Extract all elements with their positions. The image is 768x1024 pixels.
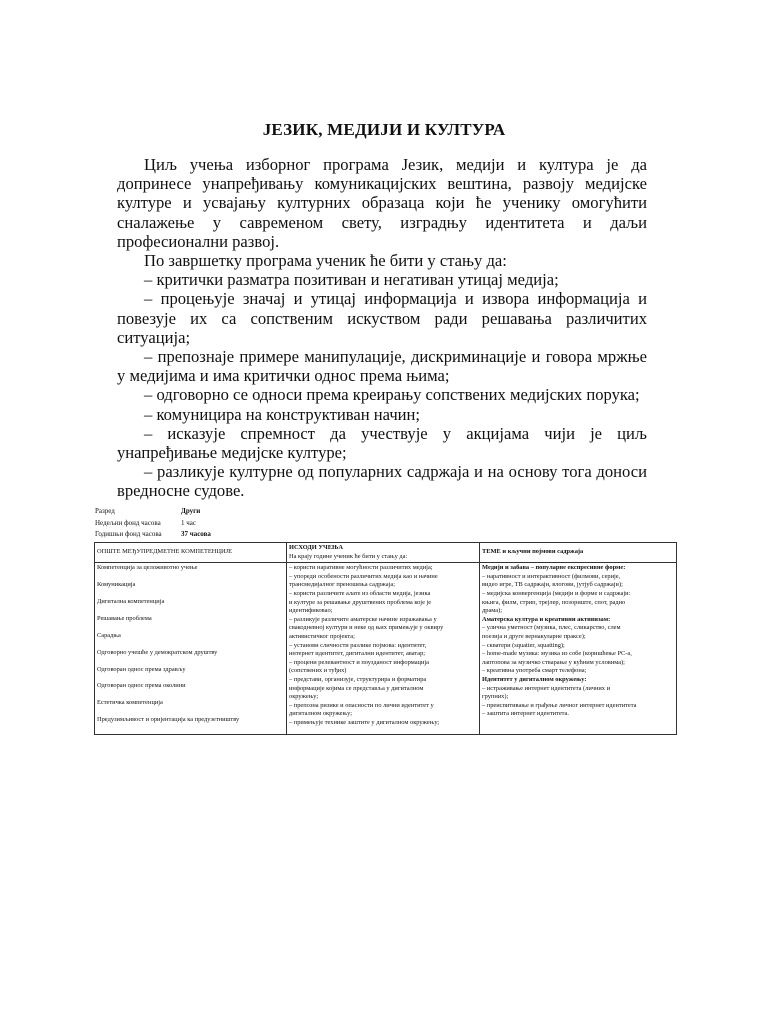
topic-line: групних); xyxy=(482,693,509,701)
competency-item: Одговоран однос према околини xyxy=(97,682,186,690)
meta-value: Други xyxy=(181,507,201,515)
topic-line: – истраживање интернет идентитета (личних и xyxy=(482,684,611,692)
topic-heading: Идентитет у дигиталном окружењу: xyxy=(482,675,587,683)
competency-item: Дигитална компетенција xyxy=(97,597,165,605)
competency-item: Комуникација xyxy=(97,581,136,589)
learning-outcome-line: – установи сличности разлике појмова: идентитет, xyxy=(289,641,427,649)
col1-header-text: ОПШТЕ МЕЂУПРЕДМЕТНЕ КОМПЕТЕНЦИЈЕ xyxy=(97,548,232,555)
page-title: ЈЕЗИК, МЕДИЈИ И КУЛТУРА xyxy=(262,120,506,139)
topic-line: – home-made музика: музика из собе (коришћење PC-а, xyxy=(482,650,632,658)
curriculum-table xyxy=(94,542,677,735)
learning-outcome-line: – примењује технике заштите у дигиталном окружењу; xyxy=(289,718,440,726)
competency-item: Предузимљивост и оријентација ка предузетништву xyxy=(97,716,240,724)
learning-outcome-line: – представи, организује, структурира и форматира xyxy=(289,675,427,683)
outcomes-intro: По завршетку програма ученик ће бити у стању да: xyxy=(144,251,507,271)
learning-outcome-line: активистичког пројекта; xyxy=(289,632,355,640)
topic-line: – преиспитивање и грађење личног интернет идентитета xyxy=(482,701,637,709)
topic-line: – заштита интернет идентитета. xyxy=(482,710,569,718)
topic-line: – скватери (squatter, squatting); xyxy=(482,641,565,649)
competency-item: Компетенција за целоживотно учење xyxy=(97,564,198,572)
col-header-competencies xyxy=(95,543,287,563)
topic-heading: Аматерска култура и креативни активизам: xyxy=(482,615,611,623)
topic-line: – улична уметност (музика, плес, сликарство, слем xyxy=(482,624,621,632)
competency-item: Решавање проблема xyxy=(97,614,152,622)
topic-line: – медијска конвергенција (медији и форме и садржаји: xyxy=(482,589,631,597)
competency-item: Сарадња xyxy=(97,631,121,639)
learning-outcome-line: и културе за решавање друштвених проблема које је xyxy=(289,598,432,606)
topic-line: поезија и друге вернакуларне праксе); xyxy=(482,632,586,640)
learning-outcome-line: – упореди особености различитих медија као и начине xyxy=(289,572,438,580)
learning-outcome-line: (сопствених и туђих) xyxy=(289,667,347,675)
col-header-outcomes xyxy=(287,543,480,563)
topics-cell xyxy=(480,563,677,735)
topic-line: драма); xyxy=(482,607,503,615)
intro-text-block xyxy=(117,155,647,501)
outcome-item: – процењује значај и утицај информација и извора информација и повезује их са сопственим искуством ради решавања различитих ситуација; xyxy=(117,289,647,347)
learning-outcome-line: – користи наративне могућности различитих медија; xyxy=(289,564,433,572)
topic-line: књига, филм, стрип, трејлер, позориште, спот, радио xyxy=(482,598,626,606)
competency-item: Естетичка компетенција xyxy=(97,699,163,707)
learning-outcome-line: идентификовао; xyxy=(289,607,333,615)
competencies-cell xyxy=(95,563,287,735)
col2-header-text: ИСХОДИ УЧЕЊА xyxy=(289,544,343,551)
meta-label: Разред xyxy=(95,507,115,515)
topic-line: – наративност и интерактивност (филмови, серије, xyxy=(482,572,621,580)
meta-label: Годишњи фонд часова xyxy=(95,530,162,538)
learning-outcome-line: интернет идентитет, дигитални идентитет, аватар; xyxy=(289,650,426,658)
learning-outcome-line: трансмедијалног преношења садржаја; xyxy=(289,581,396,589)
outcome-item: – разликује културне од популарних садржаја и на основу тога доноси вредносне судове. xyxy=(117,462,647,501)
competency-item: Одговорно учешће у демократском друштву xyxy=(97,648,218,656)
meta-label: Недељни фонд часова xyxy=(95,518,161,527)
learning-outcome-line: дигиталном окружењу; xyxy=(289,710,352,718)
learning-outcome-line: окружењу; xyxy=(289,693,319,701)
outcomes-list xyxy=(117,270,647,500)
topic-line: видео игре, ТВ садржаји, влогови, јутјуб садржаји); xyxy=(482,581,623,589)
meta-value: 37 часова xyxy=(181,530,211,538)
course-meta xyxy=(95,506,211,541)
outcome-item: – комуницира на конструктиван начин; xyxy=(144,404,421,424)
meta-row-weekly xyxy=(95,518,211,530)
meta-row-yearly xyxy=(95,529,211,541)
outcomes-cell xyxy=(287,563,480,735)
col3-header-text: ТЕМЕ и кључни појмови садржаја xyxy=(482,548,584,555)
intro-paragraph: Циљ учења изборног програма Језик, медији и култура је да допринесе унапређивању комуникацијских вештина, развоју медијске културе и усвајању културних образаца који ће ученику омогућити сналажење у савременом свету, изградњу идентитета и даљи професионални развој. xyxy=(117,155,647,251)
topic-line: лаптопова за музичко стварање у кућним условима); xyxy=(482,658,625,666)
outcome-item: – исказује спремност да учествује у акцијама чији је циљ унапређивање медијске културе; xyxy=(117,423,647,463)
learning-outcome-line: информације којима се представља у дигиталном xyxy=(289,684,424,692)
learning-outcome-line: – користи различите алате из области медија, језика xyxy=(289,589,431,597)
topic-line: – креативна употреба смарт телефона; xyxy=(482,667,587,675)
outcome-item: – препознаје примере манипулације, дискриминације и говора мржње у медијима и има критички однос према њима; xyxy=(117,347,647,386)
learning-outcome-line: – препозна ризике и опасности по лични идентитет у xyxy=(289,701,434,709)
learning-outcome-line: свакодневној култури и неке од њих примењује у оквиру xyxy=(289,624,444,632)
outcome-item: – критички разматра позитиван и негативан утицај медија; xyxy=(144,270,559,290)
meta-value: 1 час xyxy=(181,518,196,527)
outcome-item: – одговорно се односи према креирању сопствених медијских порука; xyxy=(144,385,640,405)
learning-outcome-line: – процени релевантност и поузданост информација xyxy=(289,658,429,666)
competency-item: Одговоран однос према здрављу xyxy=(97,665,186,673)
meta-row-grade xyxy=(95,506,211,518)
col2-subheader-text: На крају године ученик ће бити у стању да: xyxy=(289,552,408,560)
col-header-topics xyxy=(480,543,677,563)
topic-heading: Медији и забава – популарне експресивне форме: xyxy=(482,564,626,572)
learning-outcome-line: – разликује различите аматерске начине изражавања у xyxy=(289,615,437,623)
